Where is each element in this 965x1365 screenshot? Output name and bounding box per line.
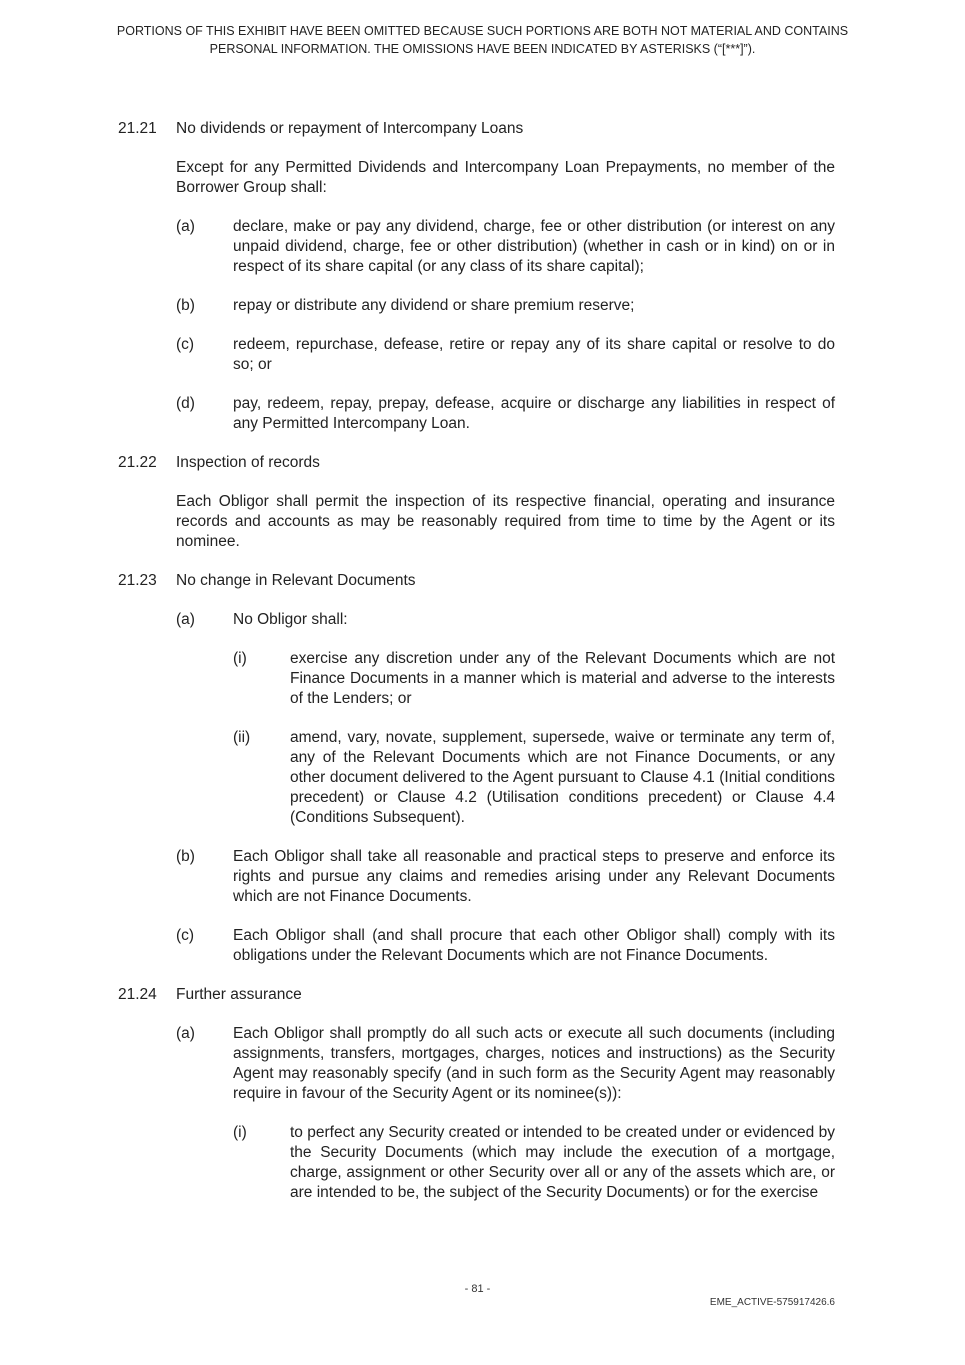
- subclause-label: (i): [233, 1124, 247, 1141]
- clause-label: (a): [176, 611, 195, 628]
- page-number: - 81 -: [464, 1283, 491, 1295]
- document-body: [0, 119, 965, 1222]
- clause-item: [0, 394, 965, 434]
- subclause-text: exercise any discretion under any of the Relevant Documents which are not Finance Documents in a manner which is material and adverse to the interests of the Lenders; or: [290, 650, 835, 707]
- clause-text: Each Obligor shall take all reasonable and practical steps to preserve and enforce its rights and pursue any claims and remedies arising under any Relevant Documents which are not Finance Documents.: [233, 848, 835, 905]
- section-heading: [0, 453, 965, 473]
- clause-text: No Obligor shall:: [233, 611, 348, 628]
- section-heading: [0, 985, 965, 1005]
- subclause-item: [0, 1123, 965, 1203]
- clause-item: [0, 847, 965, 907]
- subclause-text: amend, vary, novate, supplement, supersede, waive or terminate any term of, any of the Relevant Documents which are not Finance Documents, or any other document delivered to the Agent pursuant to Clause 4.1 (Initial conditions precedent) or Clause 4.2 (Utilisation conditions precedent) or Clause 4.4 (Conditions Subsequent).: [290, 729, 835, 826]
- section-number: 21.21: [118, 120, 157, 137]
- section-title: No change in Relevant Documents: [176, 572, 416, 589]
- subclause-label: (ii): [233, 729, 251, 746]
- section-heading: [0, 119, 965, 139]
- clause-text: Each Obligor shall promptly do all such acts or execute all such documents (including assignments, transfers, mortgages, charges, notices and instructions) as the Security Agent may reasonably specify (and in such form as the Security Agent may reasonably require in favour of the Security Agent or its nominee(s)):: [233, 1025, 835, 1102]
- clause-label: (c): [176, 336, 195, 353]
- clause-label: (d): [176, 395, 195, 412]
- section-intro: Except for any Permitted Dividends and Intercompany Loan Prepayments, no member of the Borrower Group shall:: [176, 159, 835, 196]
- clause-text: redeem, repurchase, defease, retire or repay any of its share capital or resolve to do so; or: [233, 336, 835, 373]
- clause-item: [0, 1024, 965, 1104]
- section-title: Inspection of records: [176, 454, 320, 471]
- clause-text: declare, make or pay any dividend, charge, fee or other distribution (or interest on any unpaid dividend, charge, fee or other distribution) (whether in cash or in kind) on or in respect of its share capital (or any class of its share capital);: [233, 218, 835, 275]
- clause-text: Each Obligor shall (and shall procure that each other Obligor shall) comply with its obligations under the Relevant Documents which are not Finance Documents.: [233, 927, 835, 964]
- document-reference: EME_ACTIVE-575917426.6: [709, 1297, 835, 1308]
- section-heading: [0, 571, 965, 591]
- clause-label: (b): [176, 297, 195, 314]
- clause-label: (a): [176, 1025, 195, 1042]
- section-number: 21.24: [118, 986, 157, 1003]
- subclause-item: [0, 728, 965, 828]
- clause-label: (a): [176, 218, 195, 235]
- section-title: No dividends or repayment of Intercompany Loans: [176, 120, 524, 137]
- section-number: 21.23: [118, 572, 157, 589]
- subclause-label: (i): [233, 650, 247, 667]
- clause-item: [0, 926, 965, 966]
- clause-item: [0, 335, 965, 375]
- clause-text: pay, redeem, repay, prepay, defease, acquire or discharge any liabilities in respect of any Permitted Intercompany Loan.: [233, 395, 835, 432]
- omission-notice: PORTIONS OF THIS EXHIBIT HAVE BEEN OMITTED BECAUSE SUCH PORTIONS ARE BOTH NOT MATERIAL AND CONTAINS PERSONAL INFORMATION. THE OMISSIONS HAVE BEEN INDICATED BY ASTERISKS (“[***]”).: [116, 24, 849, 56]
- clause-text: repay or distribute any dividend or share premium reserve;: [233, 297, 635, 314]
- clause-item: [0, 610, 965, 630]
- clause-label: (c): [176, 927, 195, 944]
- section-intro: Each Obligor shall permit the inspection of its respective financial, operating and insurance records and accounts as may be reasonably required from time to time by the Agent or its nominee.: [176, 493, 835, 550]
- section-number: 21.22: [118, 454, 157, 471]
- subclause-item: [0, 649, 965, 709]
- clause-item: [0, 296, 965, 316]
- clause-label: (b): [176, 848, 195, 865]
- subclause-text: to perfect any Security created or intended to be created under or evidenced by the Security Documents (which may include the execution of a mortgage, charge, assignment or other Security over all or any of the assets which are, or are intended to be, the subject of the Security Documents) or for the exercise: [290, 1124, 835, 1201]
- clause-item: [0, 217, 965, 277]
- section-title: Further assurance: [176, 986, 302, 1003]
